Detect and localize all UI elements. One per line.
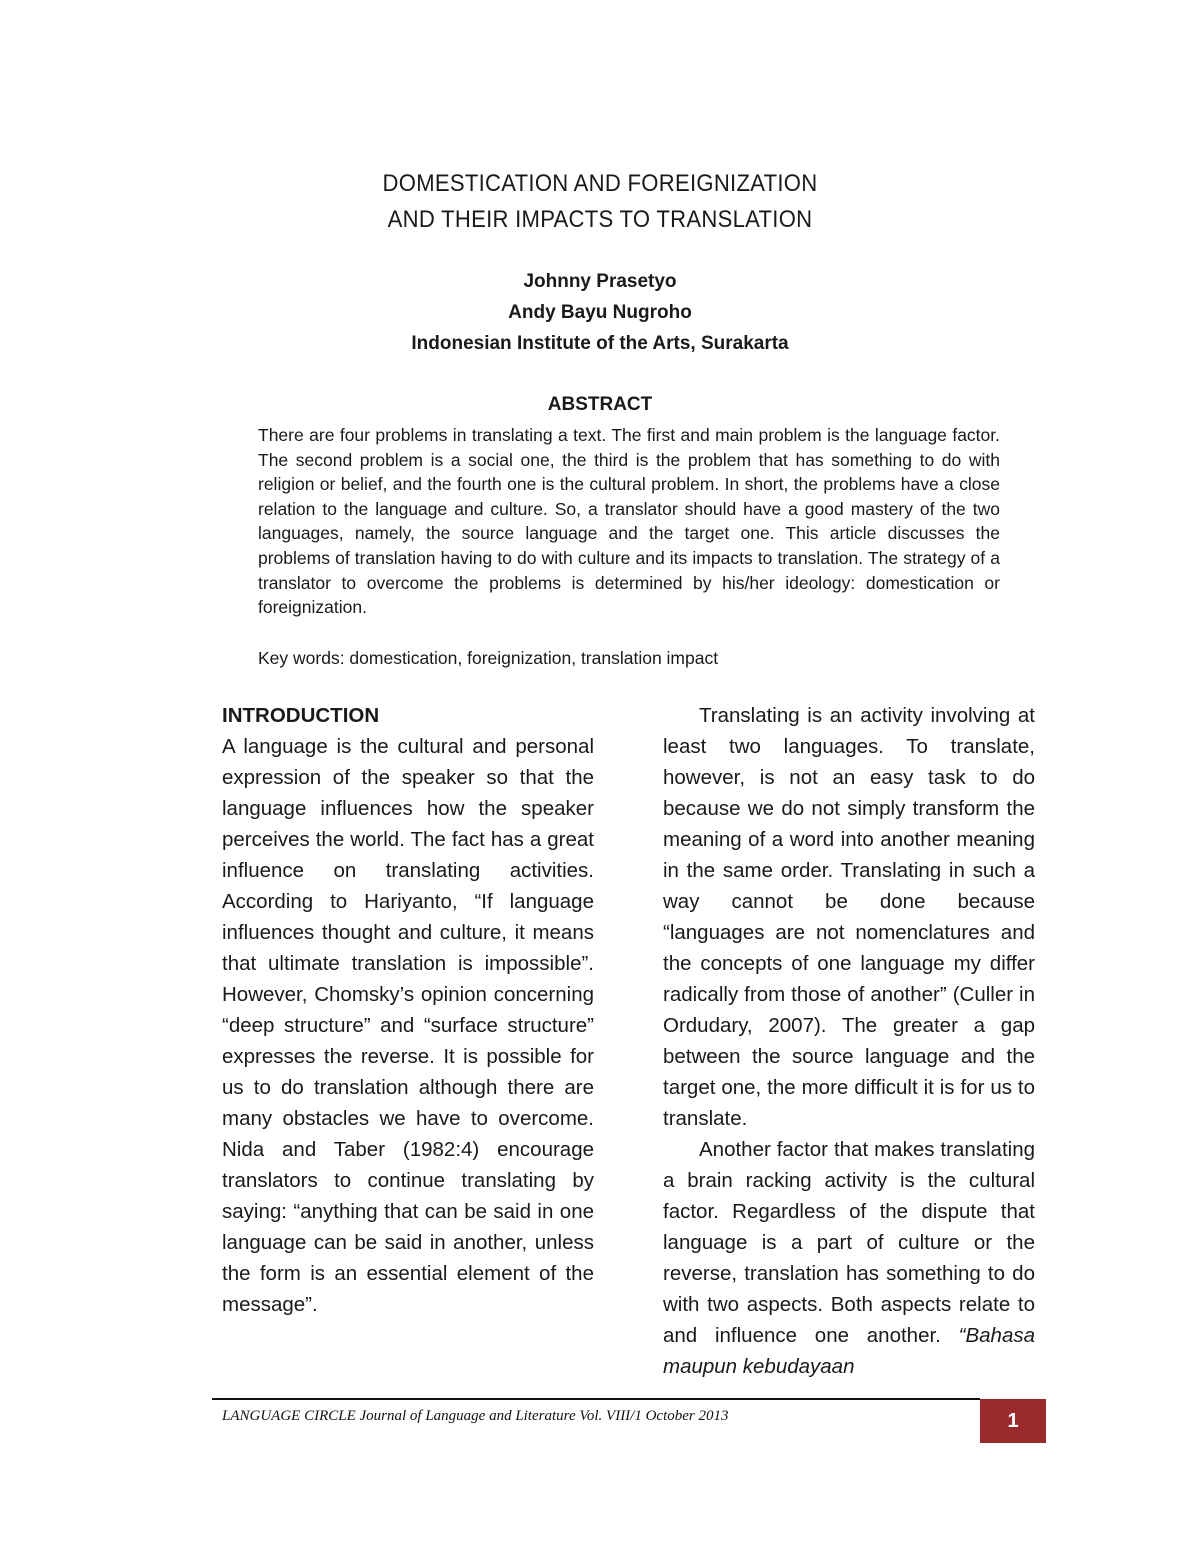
author-name-2: Andy Bayu Nugroho (508, 302, 692, 323)
author-affiliation: Indonesian Institute of the Arts, Surakarta (411, 333, 789, 354)
page-number-badge: 1 (980, 1399, 1046, 1443)
body-paragraph-2 (663, 1134, 1035, 1382)
paper-title-line-2: AND THEIR IMPACTS TO TRANSLATION (387, 206, 813, 233)
abstract-heading: ABSTRACT (547, 394, 653, 415)
abstract-text: There are four problems in translating a text. The first and main problem is the language factor. The second problem is a social one, the third is the problem that has something to do with religion or belief, and the fourth one is the cultural problem. In short, the problems have a close relation to the language and culture. So, a translator should have a good mastery of the two languages, namely, the source language and the target one. This article discusses the problems of translation having to do with culture and its impacts to translation. The strategy of a translator to overcome the problems is determined by his/her ideology: domestication or foreignization. (258, 425, 1000, 618)
footer-divider (212, 1398, 980, 1400)
keywords-line: Key words: domestication, foreignization, translation impact (258, 648, 719, 668)
body-paragraph-1: Translating is an activity involving at least two languages. To translate, however, is not an easy task to do because we do not simply transform the meaning of a word into another meaning in the same order. Translating in such a way cannot be done because “languages are not nomenclatures and the concepts of one language my differ radically from those of another” (Culler in Ordudary, 2007). The greater a gap between the source language and the target one, the more difficult it is for us to translate. (663, 704, 1035, 1130)
left-column (222, 700, 594, 1320)
paper-title-line-1: DOMESTICATION AND FOREIGNIZATION (382, 170, 818, 197)
introduction-heading: INTRODUCTION (222, 704, 380, 727)
right-column (663, 700, 1035, 1382)
author-name-1: Johnny Prasetyo (523, 271, 677, 292)
body-paragraph-2-text: Another factor that makes translating a brain racking activity is the cultural factor. Regardless of the dispute that language is a part of culture or the reverse, translation has something to do with two aspects. Both aspects relate to and influence one another. (663, 1138, 1035, 1347)
introduction-paragraph: A language is the cultural and personal expression of the speaker so that the language influences how the speaker perceives the world. The fact has a great influence on translating activities. According to Hariyanto, “If language influences thought and culture, it means that ultimate translation is impossible”. However, Chomsky’s opinion concerning “deep structure” and “surface structure” expresses the reverse. It is possible for us to do translation although there are many obstacles we have to overcome. Nida and Taber (1982:4) encourage translators to continue translating by saying: “anything that can be said in one language can be said in another, unless the form is an essential element of the message”. (222, 735, 594, 1316)
body-paragraph-2-italic-quote: “Bahasa maupun kebudayaan (663, 1324, 1035, 1378)
journal-footer-text: LANGUAGE CIRCLE Journal of Language and Literature Vol. VIII/1 October 2013 (222, 1408, 729, 1424)
